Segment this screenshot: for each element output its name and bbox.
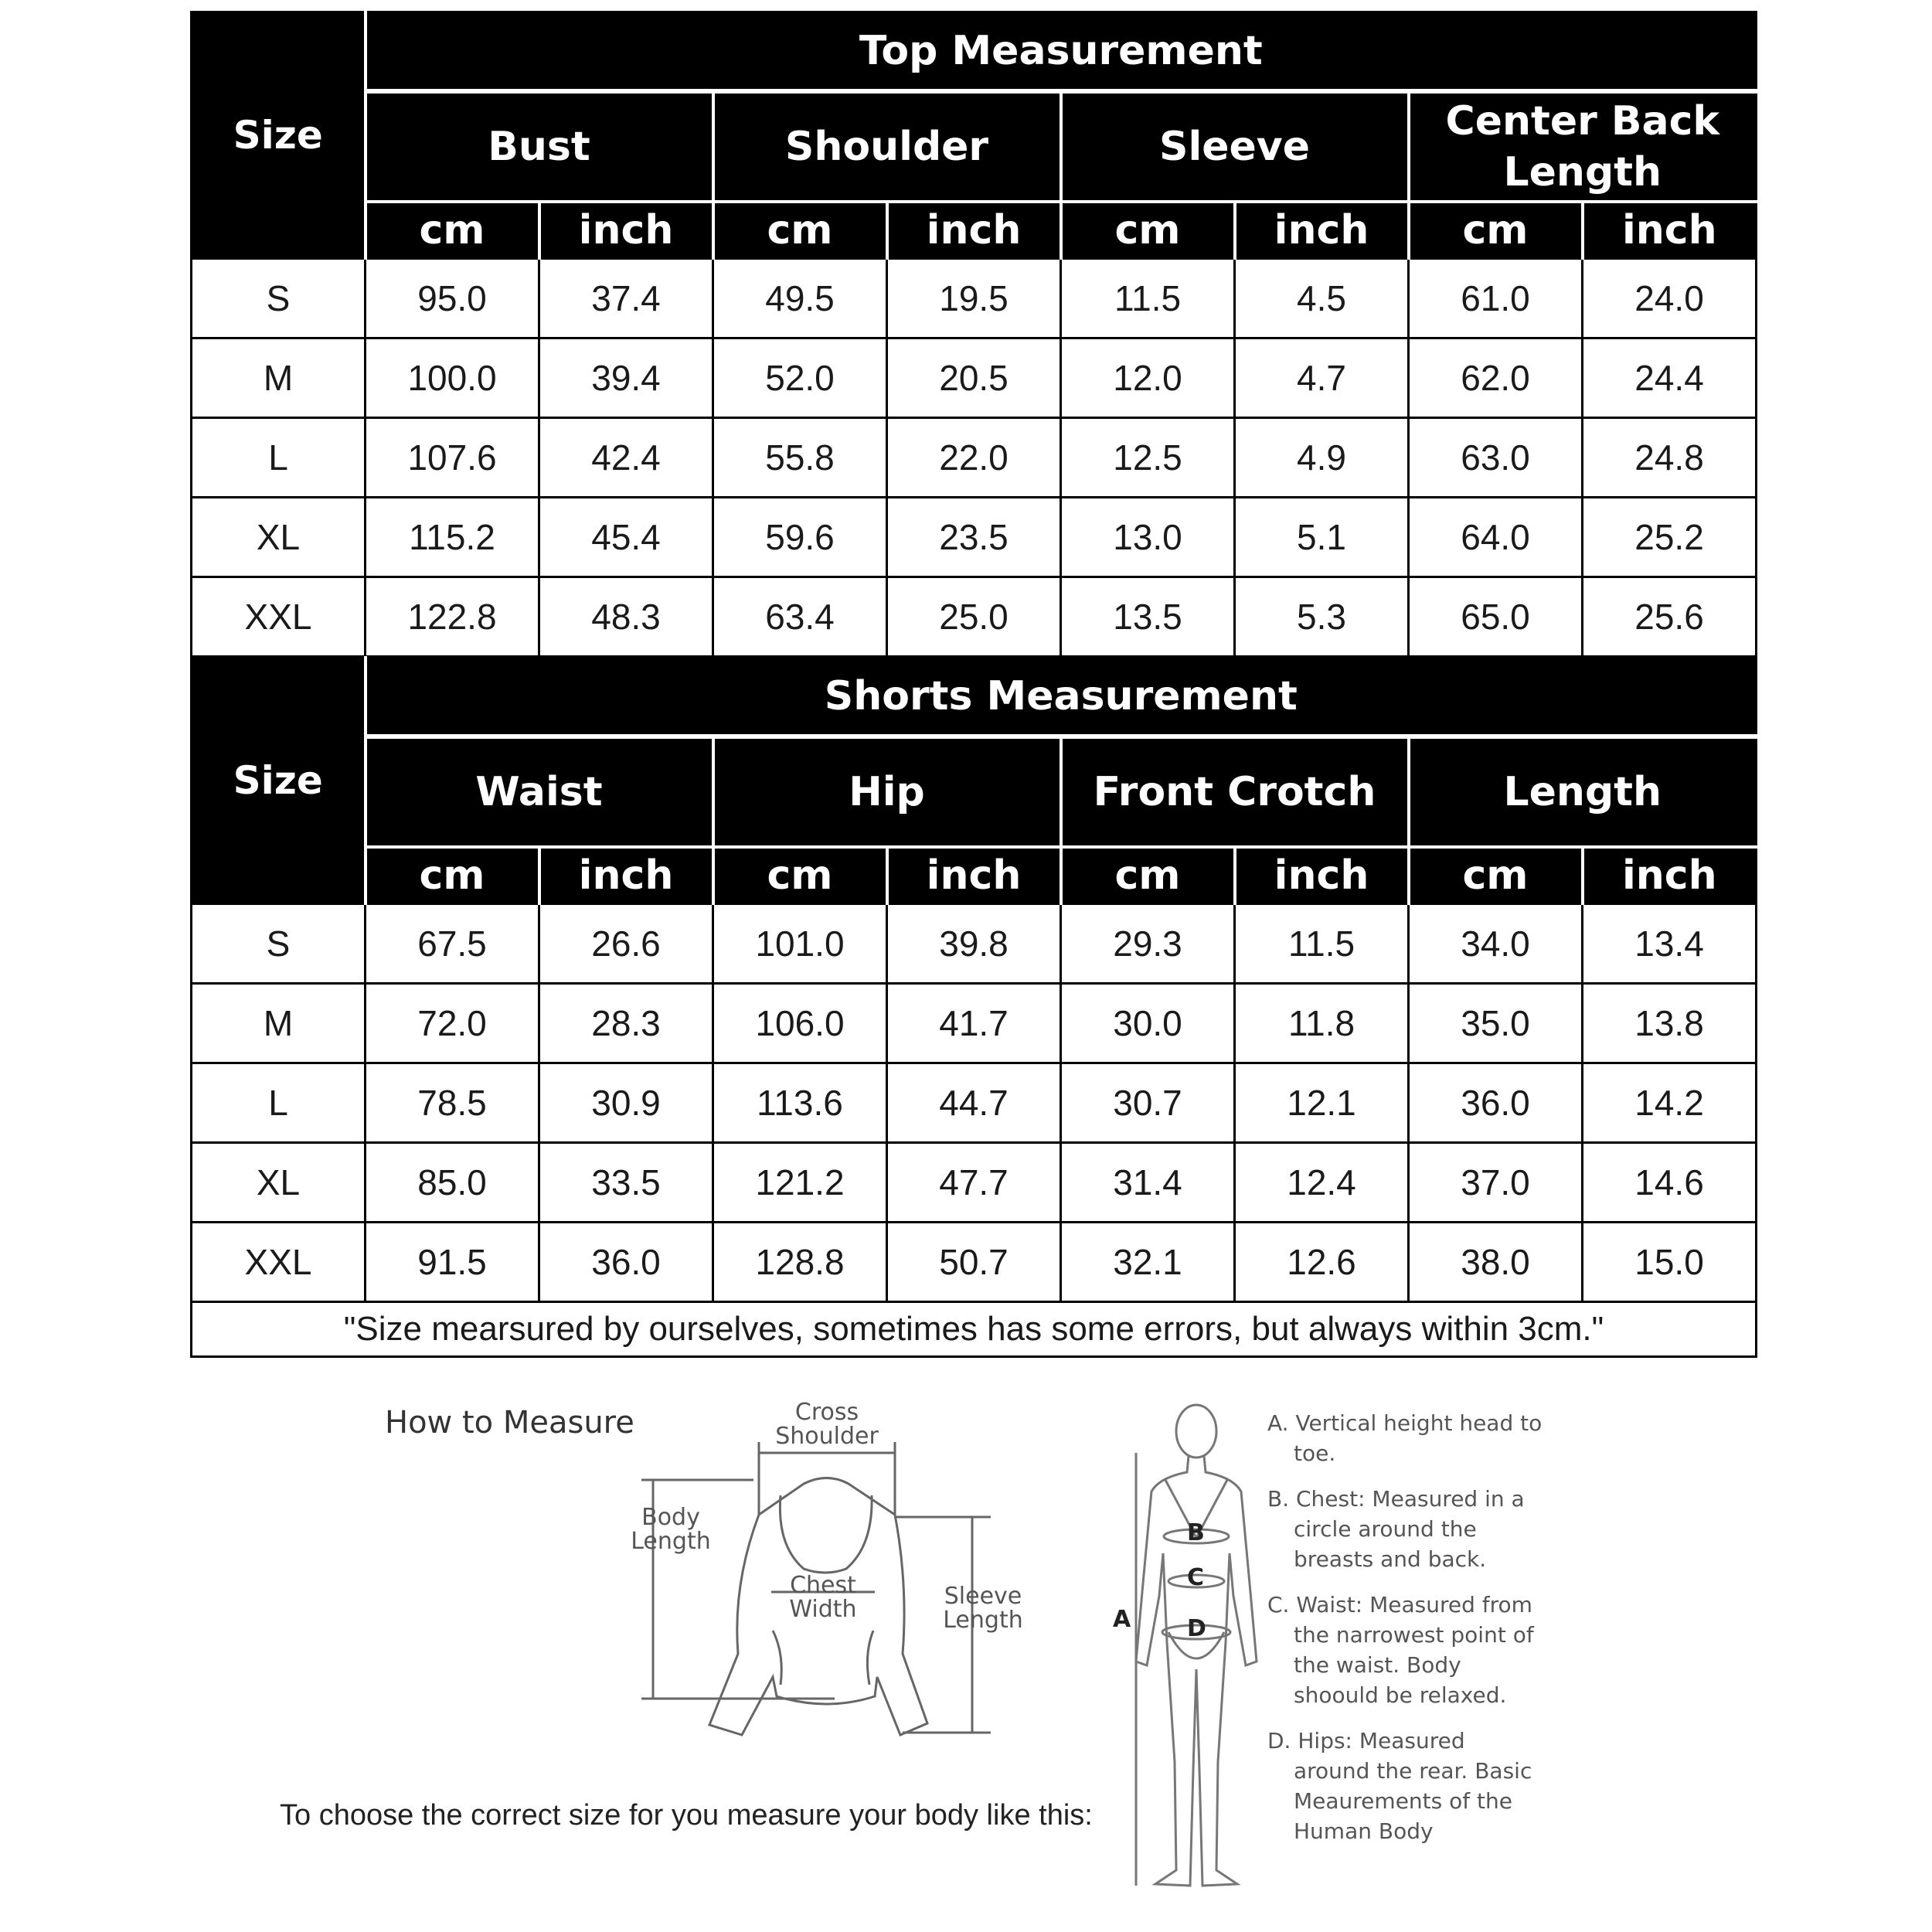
- note-item: A. Vertical height head to toe.: [1267, 1410, 1543, 1466]
- measurement-cell: 38.0: [1409, 1223, 1583, 1302]
- measurement-cell: 128.8: [713, 1223, 887, 1302]
- unit-header: inch: [887, 847, 1061, 904]
- body-letter-b: B: [1187, 1519, 1205, 1546]
- unit-header: inch: [1583, 847, 1757, 904]
- measurement-cell: 4.9: [1235, 418, 1409, 498]
- unit-header: inch: [1235, 202, 1409, 259]
- measurement-cell: 72.0: [366, 984, 539, 1063]
- unit-header: cm: [1409, 202, 1583, 259]
- measurement-cell: 45.4: [539, 498, 713, 577]
- measurement-cell: 39.4: [539, 338, 713, 418]
- measurement-cell: 12.6: [1235, 1223, 1409, 1302]
- size-cell: M: [192, 338, 366, 418]
- note-item: C. Waist: Measured from the narrowest point of the waist. Body shoould be relaxed.: [1267, 1592, 1534, 1708]
- size-cell: S: [192, 904, 366, 984]
- note-item: B. Chest: Measured in a circle around the breasts and back.: [1267, 1486, 1525, 1572]
- measurement-cell: 39.8: [887, 904, 1061, 984]
- unit-header: cm: [1061, 847, 1235, 904]
- measurement-cell: 95.0: [366, 259, 539, 338]
- measurement-cell: 33.5: [539, 1143, 713, 1223]
- measurement-cell: 13.8: [1583, 984, 1757, 1063]
- measurement-cell: 28.3: [539, 984, 713, 1063]
- measurement-cell: 36.0: [539, 1223, 713, 1302]
- unit-header: cm: [1061, 202, 1235, 259]
- measurement-cell: 12.0: [1061, 338, 1235, 418]
- unit-header: inch: [539, 202, 713, 259]
- measurement-cell: 37.0: [1409, 1143, 1583, 1223]
- measurement-cell: 25.2: [1583, 498, 1757, 577]
- measurement-cell: 13.0: [1061, 498, 1235, 577]
- size-header: Size: [192, 658, 366, 904]
- size-cell: L: [192, 1063, 366, 1143]
- measurement-cell: 29.3: [1061, 904, 1235, 984]
- measurement-cell: 14.6: [1583, 1143, 1757, 1223]
- measurement-cell: 59.6: [713, 498, 887, 577]
- unit-header: cm: [713, 202, 887, 259]
- unit-header: inch: [539, 847, 713, 904]
- measurement-cell: 115.2: [366, 498, 539, 577]
- size-cell: XL: [192, 498, 366, 577]
- measurement-cell: 50.7: [887, 1223, 1061, 1302]
- unit-header: cm: [713, 847, 887, 904]
- cross-shoulder-label: Cross Shoulder: [775, 1399, 879, 1450]
- measurement-cell: 47.7: [887, 1143, 1061, 1223]
- measurement-cell: 64.0: [1409, 498, 1583, 577]
- measurement-cell: 78.5: [366, 1063, 539, 1143]
- how-to-measure-title: How to Measure: [385, 1405, 634, 1440]
- measurement-cell: 11.5: [1061, 259, 1235, 338]
- measurement-cell: 4.7: [1235, 338, 1409, 418]
- measurement-cell: 101.0: [713, 904, 887, 984]
- measurement-cell: 30.9: [539, 1063, 713, 1143]
- body-letter-c: C: [1187, 1564, 1205, 1591]
- note-item: D. Hips: Measured around the rear. Basic Meaurements of the Human Body: [1267, 1728, 1532, 1844]
- measurement-cell: 67.5: [366, 904, 539, 984]
- table-title: Shorts Measurement: [366, 658, 1757, 737]
- measurement-cell: 107.6: [366, 418, 539, 498]
- measurement-cell: 91.5: [366, 1223, 539, 1302]
- unit-header: cm: [366, 202, 539, 259]
- measurement-cell: 24.4: [1583, 338, 1757, 418]
- size-disclaimer-note: "Size mearsured by ourselves, sometimes has some errors, but always within 3cm.": [192, 1302, 1757, 1357]
- measurement-cell: 14.2: [1583, 1063, 1757, 1143]
- column-group-header: Center Back Length: [1409, 91, 1757, 202]
- size-cell: XXL: [192, 577, 366, 657]
- body-letter-a: A: [1113, 1606, 1131, 1633]
- body-figure-icon: [1136, 1405, 1257, 1886]
- measurement-cell: 34.0: [1409, 904, 1583, 984]
- measurement-cell: 55.8: [713, 418, 887, 498]
- body-length-label: Body Length: [631, 1504, 711, 1555]
- measurement-cell: 48.3: [539, 577, 713, 657]
- measurement-cell: 23.5: [887, 498, 1061, 577]
- measurement-cell: 30.7: [1061, 1063, 1235, 1143]
- unit-header: cm: [366, 847, 539, 904]
- measurement-cell: 49.5: [713, 259, 887, 338]
- unit-header: inch: [1235, 847, 1409, 904]
- measurement-cell: 22.0: [887, 418, 1061, 498]
- measurement-cell: 4.5: [1235, 259, 1409, 338]
- unit-header: inch: [887, 202, 1061, 259]
- size-cell: XL: [192, 1143, 366, 1223]
- size-cell: L: [192, 418, 366, 498]
- column-group-header: Sleeve: [1061, 91, 1409, 202]
- column-group-header: Length: [1409, 736, 1757, 847]
- chest-width-label: Chest Width: [789, 1572, 857, 1623]
- measurement-cell: 30.0: [1061, 984, 1235, 1063]
- measurement-cell: 24.8: [1583, 418, 1757, 498]
- measurement-cell: 13.5: [1061, 577, 1235, 657]
- measurement-cell: 36.0: [1409, 1063, 1583, 1143]
- unit-header: inch: [1583, 202, 1757, 259]
- measurement-cell: 113.6: [713, 1063, 887, 1143]
- column-group-header: Front Crotch: [1061, 736, 1409, 847]
- measurement-cell: 25.0: [887, 577, 1061, 657]
- measurement-cell: 31.4: [1061, 1143, 1235, 1223]
- measurement-cell: 122.8: [366, 577, 539, 657]
- measurement-cell: 5.1: [1235, 498, 1409, 577]
- measurement-cell: 20.5: [887, 338, 1061, 418]
- size-header: Size: [192, 12, 366, 259]
- measurement-cell: 12.1: [1235, 1063, 1409, 1143]
- measurement-cell: 32.1: [1061, 1223, 1235, 1302]
- size-cell: M: [192, 984, 366, 1063]
- measurement-cell: 35.0: [1409, 984, 1583, 1063]
- measurement-cell: 15.0: [1583, 1223, 1757, 1302]
- measurement-cell: 85.0: [366, 1143, 539, 1223]
- measurement-cell: 106.0: [713, 984, 887, 1063]
- column-group-header: Waist: [366, 736, 713, 847]
- measurement-cell: 12.5: [1061, 418, 1235, 498]
- measurement-cell: 61.0: [1409, 259, 1583, 338]
- measurement-cell: 26.6: [539, 904, 713, 984]
- measurement-cell: 5.3: [1235, 577, 1409, 657]
- measurement-cell: 121.2: [713, 1143, 887, 1223]
- measurement-cell: 65.0: [1409, 577, 1583, 657]
- measurement-cell: 11.8: [1235, 984, 1409, 1063]
- measurement-cell: 19.5: [887, 259, 1061, 338]
- measurement-cell: 62.0: [1409, 338, 1583, 418]
- measurement-cell: 63.0: [1409, 418, 1583, 498]
- measurement-cell: 25.6: [1583, 577, 1757, 657]
- column-group-header: Bust: [366, 91, 713, 202]
- measurement-cell: 42.4: [539, 418, 713, 498]
- measurement-cell: 63.4: [713, 577, 887, 657]
- measurement-cell: 12.4: [1235, 1143, 1409, 1223]
- measurement-cell: 37.4: [539, 259, 713, 338]
- measurement-cell: 13.4: [1583, 904, 1757, 984]
- measure-instruction: To choose the correct size for you measure your body like this:: [280, 1799, 1093, 1832]
- measurement-cell: 100.0: [366, 338, 539, 418]
- measurement-cell: 11.5: [1235, 904, 1409, 984]
- size-cell: XXL: [192, 1223, 366, 1302]
- measurement-cell: 44.7: [887, 1063, 1061, 1143]
- column-group-header: Shoulder: [713, 91, 1061, 202]
- column-group-header: Hip: [713, 736, 1061, 847]
- sleeve-length-label: Sleeve Length: [943, 1583, 1023, 1634]
- measurement-cell: 24.0: [1583, 259, 1757, 338]
- body-letter-d: D: [1187, 1615, 1206, 1642]
- table-title: Top Measurement: [366, 12, 1757, 92]
- measurement-notes: [1267, 1408, 1546, 1862]
- measurement-cell: 52.0: [713, 338, 887, 418]
- measurement-cell: 41.7: [887, 984, 1061, 1063]
- size-cell: S: [192, 259, 366, 338]
- unit-header: cm: [1409, 847, 1583, 904]
